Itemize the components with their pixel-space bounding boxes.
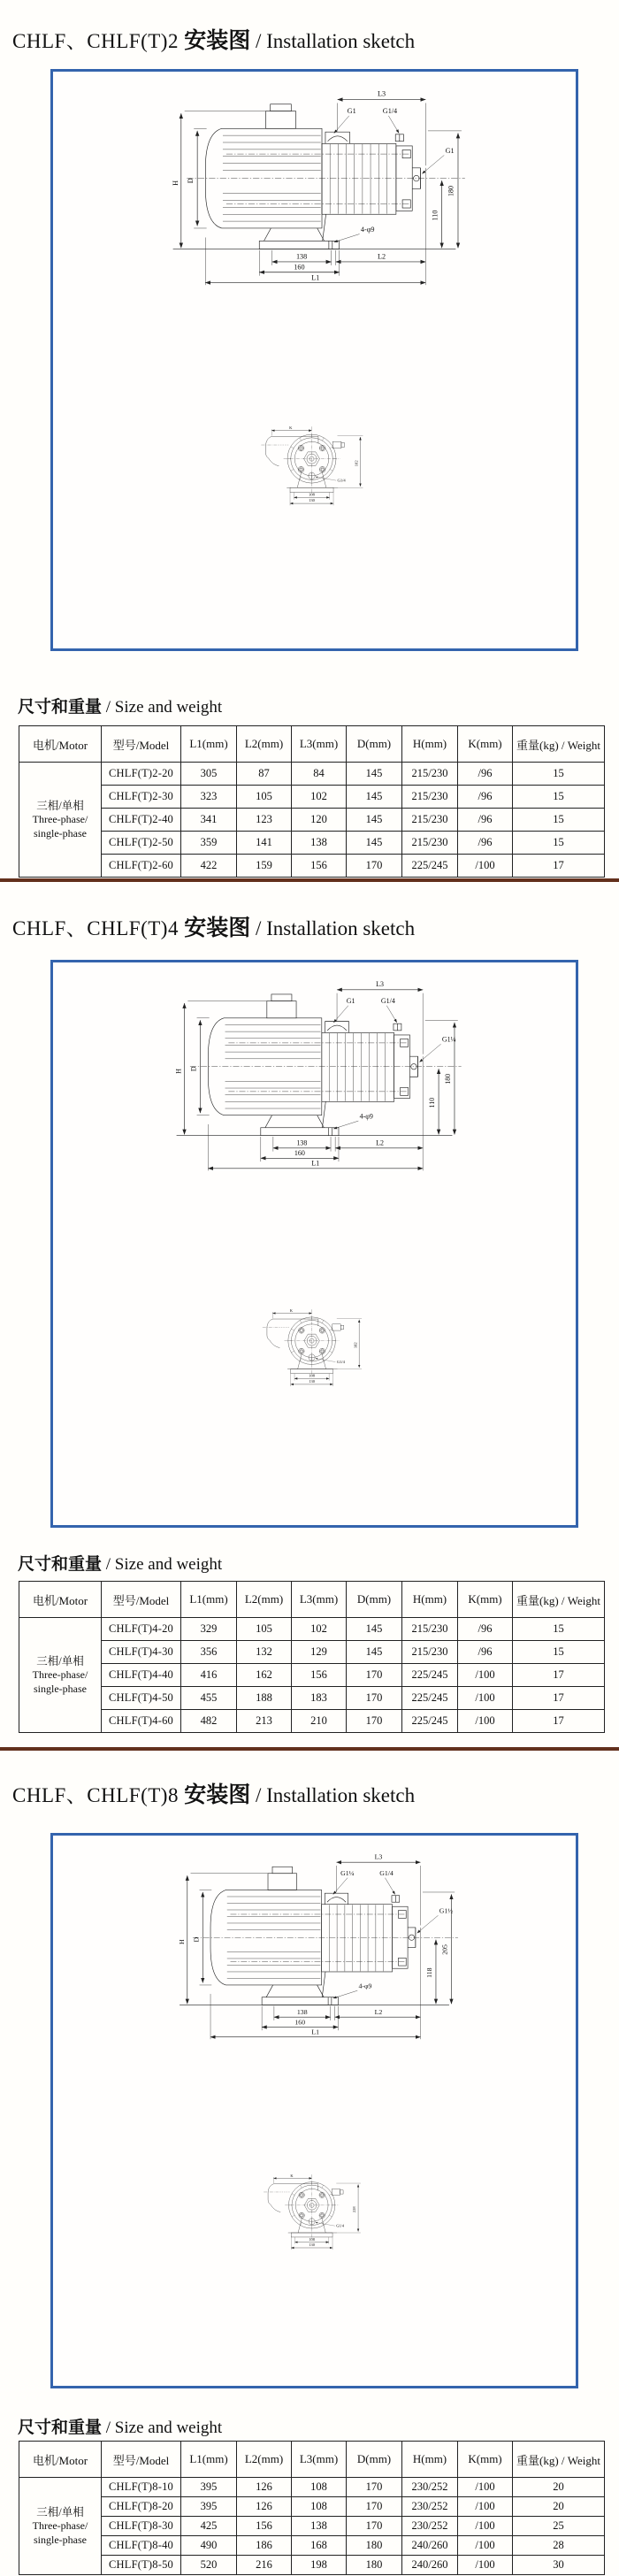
value-cell: 141: [237, 832, 292, 855]
pump-side-view: [53, 1839, 576, 2043]
heading-english-text: / Size and weight: [102, 698, 223, 717]
value-cell: /96: [458, 786, 513, 809]
model-cell: CHLF(T)2-40: [102, 809, 181, 832]
value-cell: 225/245: [402, 1710, 458, 1733]
pump-front-view: [53, 425, 576, 508]
table-row: [19, 2536, 605, 2556]
dim-label-total-height: 180: [443, 1073, 452, 1085]
col-header-l1: L1(mm): [181, 726, 237, 763]
value-cell: 15: [513, 786, 605, 809]
value-cell: 482: [181, 1710, 237, 1733]
dim-label-base-holes: 108: [309, 493, 315, 498]
value-cell: 102: [292, 786, 347, 809]
dim-label-foot-plate: 160: [294, 2018, 306, 2027]
dim-label-foot-plate: 160: [294, 1149, 305, 1158]
col-header-d: D(mm): [347, 2442, 402, 2478]
model-cell: CHLF(T)4-40: [102, 1664, 181, 1687]
section-title: [12, 23, 415, 55]
value-cell: /100: [458, 2478, 513, 2497]
pump-section-1: [0, 0, 619, 878]
installation-drawing-box: [50, 960, 578, 1528]
value-cell: 213: [237, 1710, 292, 1733]
dim-label-l3: L3: [374, 1852, 383, 1861]
table-row: [19, 2478, 605, 2497]
title-model-text: CHLF、CHLF(T)2: [12, 30, 185, 52]
dim-label-l3: L3: [377, 89, 386, 98]
table-row: [19, 2517, 605, 2536]
model-cell: CHLF(T)8-40: [102, 2536, 181, 2556]
bolt-holes-label: 4-φ9: [360, 225, 375, 234]
value-cell: 105: [237, 786, 292, 809]
value-cell: 425: [181, 2517, 237, 2536]
value-cell: 215/230: [402, 1618, 458, 1641]
value-cell: 216: [237, 2556, 292, 2575]
title-chinese-text: 安装图: [184, 916, 251, 940]
dim-label-h: H: [178, 1939, 187, 1945]
value-cell: 126: [237, 2497, 292, 2517]
value-cell: 168: [292, 2536, 347, 2556]
heading-english-text: / Size and weight: [102, 2419, 223, 2437]
value-cell: 170: [347, 2517, 402, 2536]
value-cell: 225/245: [402, 1687, 458, 1710]
value-cell: 230/252: [402, 2517, 458, 2536]
dim-label-d: D: [189, 1066, 198, 1072]
pump-section-2: [0, 882, 619, 1747]
dim-label-front-height: 182: [355, 460, 360, 467]
value-cell: 359: [181, 832, 237, 855]
col-header-weight: 重量(kg) / Weight: [513, 726, 605, 763]
col-header-model: 型号/Model: [102, 1582, 181, 1618]
col-header-k: K(mm): [458, 2442, 513, 2478]
value-cell: 120: [292, 809, 347, 832]
table-header-row: [19, 726, 605, 763]
dim-label-k: K: [289, 426, 293, 432]
inlet-thread-label: G1¼: [340, 1869, 355, 1878]
dim-label-base-holes: 108: [309, 2236, 315, 2242]
value-cell: 20: [513, 2497, 605, 2517]
value-cell: 305: [181, 763, 237, 786]
table-row: [19, 786, 605, 809]
col-header-model: 型号/Model: [102, 726, 181, 763]
col-header-l1: L1(mm): [181, 2442, 237, 2478]
value-cell: 215/230: [402, 809, 458, 832]
col-header-motor: 电机/Motor: [19, 2442, 102, 2478]
dim-label-l2: L2: [377, 252, 386, 261]
size-weight-heading: [18, 2414, 222, 2438]
section-title: [12, 910, 415, 942]
col-header-l2: L2(mm): [237, 1582, 292, 1618]
value-cell: 105: [237, 1618, 292, 1641]
value-cell: 17: [513, 855, 605, 878]
dim-label-base-plate: 130: [309, 1378, 315, 1384]
value-cell: 156: [292, 855, 347, 878]
dim-label-l3: L3: [376, 980, 385, 989]
col-header-l3: L3(mm): [292, 2442, 347, 2478]
dim-label-l1: L1: [311, 2028, 320, 2036]
value-cell: 20: [513, 2478, 605, 2497]
dim-label-k: K: [290, 2173, 294, 2178]
dim-label-h: H: [171, 180, 180, 186]
table-row: [19, 763, 605, 786]
drain-thread-label: G1/4: [336, 1359, 345, 1364]
table-row: [19, 832, 605, 855]
dim-label-foot-plate: 160: [294, 263, 305, 272]
bolt-holes-label: 4-φ9: [358, 1982, 372, 1990]
value-cell: 138: [292, 832, 347, 855]
table-header-row: [19, 1582, 605, 1618]
drain-thread-label: G1/4: [337, 479, 346, 484]
value-cell: 188: [237, 1687, 292, 1710]
value-cell: 15: [513, 809, 605, 832]
value-cell: /100: [458, 855, 513, 878]
value-cell: /100: [458, 2497, 513, 2517]
value-cell: 323: [181, 786, 237, 809]
outlet-thread-label: G1¼: [441, 1035, 456, 1044]
model-cell: CHLF(T)4-60: [102, 1710, 181, 1733]
title-chinese-text: 安装图: [184, 1783, 251, 1807]
pump-front-view: [53, 1307, 576, 1388]
value-cell: 341: [181, 809, 237, 832]
value-cell: 230/252: [402, 2497, 458, 2517]
value-cell: 520: [181, 2556, 237, 2575]
size-weight-table: [19, 725, 605, 878]
title-english-text: / Installation sketch: [250, 30, 416, 52]
model-cell: CHLF(T)8-30: [102, 2517, 181, 2536]
value-cell: 17: [513, 1710, 605, 1733]
dim-label-base-plate: 130: [309, 2242, 315, 2248]
front-view-drawing: [53, 1307, 576, 1520]
value-cell: 15: [513, 1618, 605, 1641]
size-weight-table: [19, 2441, 605, 2575]
model-cell: CHLF(T)2-30: [102, 786, 181, 809]
value-cell: 230/252: [402, 2478, 458, 2497]
installation-drawing-box: [50, 1833, 578, 2388]
value-cell: 215/230: [402, 786, 458, 809]
dim-label-k: K: [289, 1307, 294, 1313]
value-cell: 28: [513, 2536, 605, 2556]
dim-label-d: D: [192, 1936, 201, 1943]
motor-en2: single-phase: [34, 1682, 87, 1695]
value-cell: 138: [292, 2517, 347, 2536]
dim-label-l2: L2: [376, 1138, 385, 1147]
col-header-l3: L3(mm): [292, 726, 347, 763]
model-cell: CHLF(T)8-10: [102, 2478, 181, 2497]
dim-label-total-height: 180: [447, 185, 455, 197]
value-cell: /100: [458, 1710, 513, 1733]
value-cell: 145: [347, 832, 402, 855]
front-view-drawing: [53, 2173, 576, 2380]
motor-zh: 三相/单相: [36, 1654, 84, 1668]
dim-label-h: H: [174, 1068, 183, 1074]
col-header-d: D(mm): [347, 1582, 402, 1618]
model-cell: CHLF(T)2-60: [102, 855, 181, 878]
dim-label-base-holes: 108: [309, 1373, 315, 1378]
value-cell: 159: [237, 855, 292, 878]
side-view-drawing: [53, 966, 576, 1307]
table-row: [19, 1618, 605, 1641]
col-header-k: K(mm): [458, 1582, 513, 1618]
value-cell: 87: [237, 763, 292, 786]
title-model-text: CHLF、CHLF(T)8: [12, 1784, 185, 1806]
size-weight-table: [19, 1581, 605, 1733]
motor-en2: single-phase: [34, 2533, 87, 2546]
value-cell: 145: [347, 786, 402, 809]
motor-type-cell: [19, 1618, 102, 1733]
value-cell: /96: [458, 1641, 513, 1664]
drain-thread-label: G1/4: [336, 2223, 345, 2228]
col-header-d: D(mm): [347, 726, 402, 763]
dim-label-foot-holes: 138: [296, 1138, 308, 1147]
value-cell: 240/260: [402, 2556, 458, 2575]
col-header-h: H(mm): [402, 2442, 458, 2478]
value-cell: 455: [181, 1687, 237, 1710]
outlet-thread-label: G1½: [439, 1906, 454, 1915]
motor-zh: 三相/单相: [36, 799, 84, 812]
inlet-thread-label: G1: [347, 107, 356, 116]
value-cell: 180: [347, 2556, 402, 2575]
value-cell: 108: [292, 2478, 347, 2497]
table-row: [19, 2497, 605, 2517]
pump-front-view: [53, 2173, 576, 2251]
model-cell: CHLF(T)4-30: [102, 1641, 181, 1664]
value-cell: 395: [181, 2497, 237, 2517]
vent-thread-label: G1/4: [379, 1869, 394, 1878]
value-cell: 15: [513, 832, 605, 855]
motor-type-cell: [19, 763, 102, 878]
value-cell: 240/260: [402, 2536, 458, 2556]
value-cell: 145: [347, 763, 402, 786]
heading-chinese-text: 尺寸和重量: [18, 2419, 103, 2437]
value-cell: 145: [347, 1618, 402, 1641]
value-cell: 416: [181, 1664, 237, 1687]
value-cell: 356: [181, 1641, 237, 1664]
table-row: [19, 2556, 605, 2575]
value-cell: 132: [237, 1641, 292, 1664]
table-row: [19, 809, 605, 832]
value-cell: 225/245: [402, 1664, 458, 1687]
model-cell: CHLF(T)8-20: [102, 2497, 181, 2517]
value-cell: /100: [458, 2556, 513, 2575]
motor-zh: 三相/单相: [36, 2505, 84, 2518]
value-cell: 17: [513, 1687, 605, 1710]
value-cell: 186: [237, 2536, 292, 2556]
title-english-text: / Installation sketch: [250, 1784, 416, 1806]
value-cell: 210: [292, 1710, 347, 1733]
vent-thread-label: G1/4: [380, 997, 395, 1006]
value-cell: 156: [237, 2517, 292, 2536]
value-cell: /100: [458, 2536, 513, 2556]
table-row: [19, 1641, 605, 1664]
col-header-l1: L1(mm): [181, 1582, 237, 1618]
section-title: [12, 1777, 415, 1809]
title-chinese-text: 安装图: [184, 29, 251, 53]
dim-label-total-height: 205: [440, 1944, 449, 1955]
value-cell: 145: [347, 809, 402, 832]
value-cell: 180: [347, 2536, 402, 2556]
motor-en1: Three-phase/: [32, 2519, 88, 2533]
value-cell: 126: [237, 2478, 292, 2497]
inlet-thread-label: G1: [346, 997, 355, 1006]
heading-english-text: / Size and weight: [102, 1555, 223, 1574]
model-cell: CHLF(T)4-50: [102, 1687, 181, 1710]
value-cell: 170: [347, 1710, 402, 1733]
value-cell: 108: [292, 2497, 347, 2517]
size-weight-heading: [18, 1551, 222, 1575]
bolt-holes-label: 4-φ9: [359, 1112, 373, 1121]
value-cell: 198: [292, 2556, 347, 2575]
motor-en1: Three-phase/: [32, 1668, 88, 1682]
motor-type-cell: [19, 2478, 102, 2575]
pump-side-view: [53, 966, 576, 1174]
col-header-h: H(mm): [402, 1582, 458, 1618]
front-view-drawing: [53, 425, 576, 642]
title-english-text: / Installation sketch: [250, 917, 416, 939]
motor-en2: single-phase: [34, 826, 87, 840]
table-row: [19, 1687, 605, 1710]
value-cell: 215/230: [402, 763, 458, 786]
value-cell: 225/245: [402, 855, 458, 878]
value-cell: 15: [513, 763, 605, 786]
value-cell: 17: [513, 1664, 605, 1687]
value-cell: /100: [458, 2517, 513, 2536]
value-cell: /100: [458, 1664, 513, 1687]
value-cell: 422: [181, 855, 237, 878]
value-cell: 170: [347, 855, 402, 878]
value-cell: 215/230: [402, 1641, 458, 1664]
dim-label-port-height: 110: [427, 1097, 436, 1108]
model-cell: CHLF(T)4-20: [102, 1618, 181, 1641]
pump-section-3: [0, 1751, 619, 2576]
col-header-model: 型号/Model: [102, 2442, 181, 2478]
col-header-l3: L3(mm): [292, 1582, 347, 1618]
value-cell: 395: [181, 2478, 237, 2497]
value-cell: /100: [458, 1687, 513, 1710]
value-cell: 15: [513, 1641, 605, 1664]
dim-label-port-height: 110: [431, 210, 439, 221]
model-cell: CHLF(T)8-50: [102, 2556, 181, 2575]
heading-chinese-text: 尺寸和重量: [18, 1555, 103, 1574]
size-weight-heading: [18, 694, 222, 717]
value-cell: 30: [513, 2556, 605, 2575]
dim-label-front-height: 228: [352, 2206, 357, 2213]
value-cell: 84: [292, 763, 347, 786]
side-view-drawing: [53, 1839, 576, 2173]
pump-side-view: [53, 75, 576, 288]
value-cell: 25: [513, 2517, 605, 2536]
dim-label-foot-holes: 138: [296, 2008, 308, 2017]
dim-label-port-height: 118: [424, 1967, 433, 1978]
value-cell: 162: [237, 1664, 292, 1687]
value-cell: 129: [292, 1641, 347, 1664]
value-cell: /96: [458, 809, 513, 832]
table-row: [19, 1710, 605, 1733]
dim-label-l1: L1: [311, 1159, 320, 1168]
value-cell: 156: [292, 1664, 347, 1687]
col-header-motor: 电机/Motor: [19, 726, 102, 763]
col-header-l2: L2(mm): [237, 726, 292, 763]
table-header-row: [19, 2442, 605, 2478]
outlet-thread-label: G1: [445, 146, 455, 155]
value-cell: 490: [181, 2536, 237, 2556]
col-header-h: H(mm): [402, 726, 458, 763]
model-cell: CHLF(T)2-50: [102, 832, 181, 855]
value-cell: 145: [347, 1641, 402, 1664]
table-row: [19, 855, 605, 878]
vent-thread-label: G1/4: [382, 107, 398, 116]
value-cell: /96: [458, 763, 513, 786]
motor-en1: Three-phase/: [32, 813, 88, 826]
title-model-text: CHLF、CHLF(T)4: [12, 917, 185, 939]
value-cell: 102: [292, 1618, 347, 1641]
model-cell: CHLF(T)2-20: [102, 763, 181, 786]
dim-label-base-plate: 130: [309, 499, 315, 504]
value-cell: 183: [292, 1687, 347, 1710]
dim-label-foot-holes: 138: [295, 252, 308, 261]
heading-chinese-text: 尺寸和重量: [18, 698, 103, 717]
dim-label-l1: L1: [311, 273, 320, 282]
col-header-k: K(mm): [458, 726, 513, 763]
value-cell: 170: [347, 2497, 402, 2517]
value-cell: 329: [181, 1618, 237, 1641]
value-cell: 170: [347, 1687, 402, 1710]
value-cell: 215/230: [402, 832, 458, 855]
col-header-motor: 电机/Motor: [19, 1582, 102, 1618]
value-cell: 123: [237, 809, 292, 832]
value-cell: 170: [347, 1664, 402, 1687]
col-header-weight: 重量(kg) / Weight: [513, 1582, 605, 1618]
value-cell: /96: [458, 1618, 513, 1641]
dim-label-d: D: [186, 178, 195, 184]
dim-label-front-height: 182: [353, 1341, 358, 1348]
col-header-l2: L2(mm): [237, 2442, 292, 2478]
value-cell: /96: [458, 832, 513, 855]
value-cell: 170: [347, 2478, 402, 2497]
installation-drawing-box: [50, 69, 578, 651]
side-view-drawing: [53, 75, 576, 425]
table-row: [19, 1664, 605, 1687]
col-header-weight: 重量(kg) / Weight: [513, 2442, 605, 2478]
dim-label-l2: L2: [374, 2008, 383, 2017]
